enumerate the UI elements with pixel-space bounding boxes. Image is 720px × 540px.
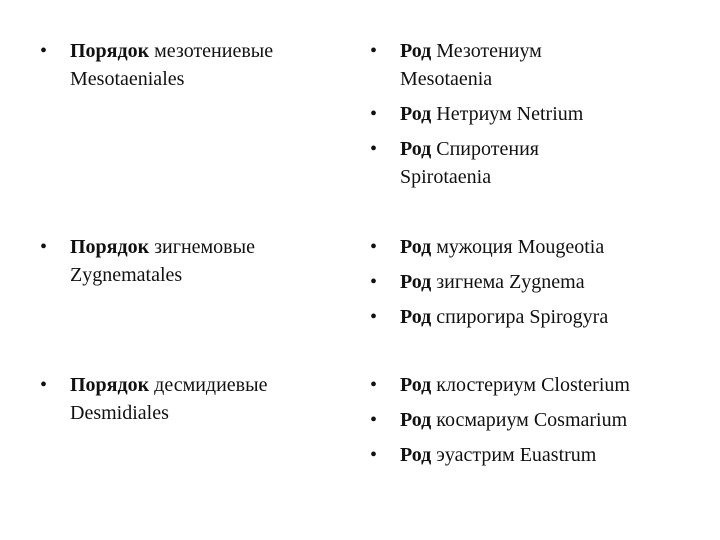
- genus-column: [370, 233, 700, 338]
- order-name: мезотениевые: [154, 40, 274, 62]
- genus-keyword: Род: [400, 374, 432, 396]
- genus-latin: Netrium: [516, 103, 584, 125]
- genus-column: [370, 37, 700, 198]
- bullet-icon: •: [40, 236, 48, 258]
- genus-keyword: Род: [400, 444, 432, 466]
- bullet-icon: •: [370, 103, 378, 125]
- order-item-zygnematales: [40, 233, 340, 289]
- order-keyword: Порядок: [70, 40, 150, 62]
- order-keyword: Порядок: [70, 374, 150, 396]
- genus-name: мужоция: [436, 236, 513, 258]
- genus-item: [370, 303, 700, 331]
- order-column: [40, 233, 340, 296]
- genus-item: [370, 100, 700, 128]
- genus-latin: Spirogyra: [529, 306, 609, 328]
- genus-item: [370, 233, 700, 261]
- genus-keyword: Род: [400, 103, 432, 125]
- genus-name: спирогира: [436, 306, 525, 328]
- bullet-icon: •: [40, 374, 48, 396]
- bullet-icon: •: [370, 271, 378, 293]
- genus-name: Спиротения: [436, 138, 539, 160]
- bullet-icon: •: [40, 40, 48, 62]
- bullet-icon: •: [370, 409, 378, 431]
- genus-latin: Spirotaenia: [400, 166, 492, 188]
- order-column: [40, 37, 340, 100]
- genus-name: эуастрим: [436, 444, 515, 466]
- order-latin: Zygnematales: [70, 264, 183, 286]
- genus-keyword: Род: [400, 40, 432, 62]
- order-latin: Desmidiales: [70, 402, 169, 424]
- genus-name: Нетриум: [436, 103, 512, 125]
- order-keyword: Порядок: [70, 236, 150, 258]
- genus-latin: Closterium: [541, 374, 630, 396]
- genus-name: зигнема: [436, 271, 505, 293]
- genus-latin: Mesotaenia: [400, 68, 493, 90]
- genus-item: [370, 406, 700, 434]
- genus-latin: Euastrum: [519, 444, 597, 466]
- bullet-icon: •: [370, 236, 378, 258]
- genus-name: клостериум: [436, 374, 537, 396]
- bullet-icon: •: [370, 444, 378, 466]
- order-item-mesotaeniales: [40, 37, 340, 93]
- genus-latin: Mougeotia: [517, 236, 605, 258]
- genus-name: космариум: [436, 409, 529, 431]
- genus-item: [370, 441, 700, 469]
- genus-column: [370, 371, 700, 476]
- genus-item: [370, 135, 700, 191]
- genus-latin: Zygnema: [509, 271, 585, 293]
- bullet-icon: •: [370, 40, 378, 62]
- order-item-desmidiales: [40, 371, 340, 427]
- genus-keyword: Род: [400, 271, 432, 293]
- order-name: зигнемовые: [154, 236, 255, 258]
- genus-keyword: Род: [400, 138, 432, 160]
- order-latin: Mesotaeniales: [70, 68, 185, 90]
- order-column: [40, 371, 340, 434]
- genus-keyword: Род: [400, 236, 432, 258]
- bullet-icon: •: [370, 374, 378, 396]
- genus-item: [370, 37, 700, 93]
- bullet-icon: •: [370, 306, 378, 328]
- bullet-icon: •: [370, 138, 378, 160]
- genus-name: Мезотениум: [436, 40, 542, 62]
- genus-keyword: Род: [400, 409, 432, 431]
- order-name: десмидиевые: [154, 374, 268, 396]
- genus-item: [370, 268, 700, 296]
- genus-keyword: Род: [400, 306, 432, 328]
- genus-latin: Cosmarium: [533, 409, 628, 431]
- genus-item: [370, 371, 700, 399]
